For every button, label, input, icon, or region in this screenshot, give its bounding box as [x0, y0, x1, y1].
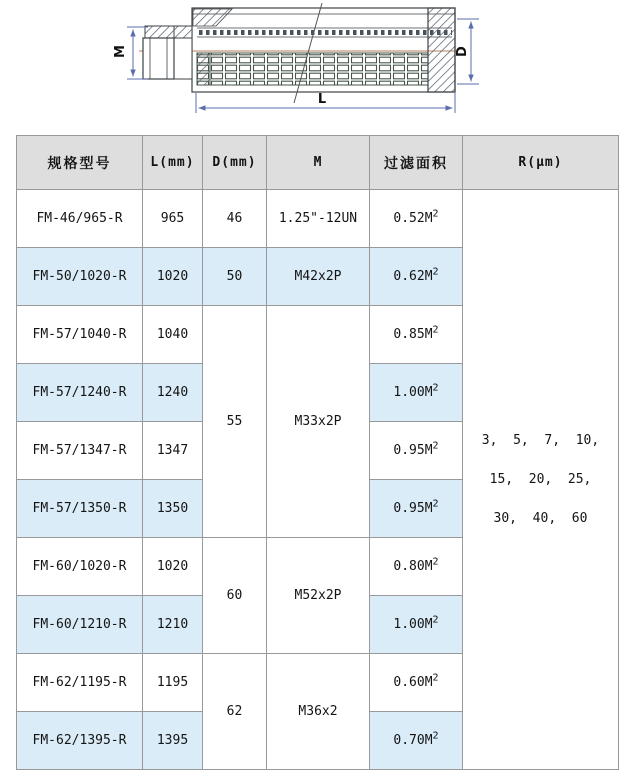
diameter-cell: 46 — [203, 190, 267, 248]
area-cell: $0.80M^2$ — [370, 538, 463, 596]
area-cell: $0.95M^2$ — [370, 480, 463, 538]
length-cell: 1210 — [143, 596, 203, 654]
thread-cell: M33x2P — [267, 306, 370, 538]
length-cell: 1020 — [143, 538, 203, 596]
model-cell: FM-57/1350-R — [17, 480, 143, 538]
thread-cell: M36x2 — [267, 654, 370, 770]
spec-table — [16, 135, 619, 770]
model-cell: FM-57/1347-R — [17, 422, 143, 480]
model-cell: FM-57/1040-R — [17, 306, 143, 364]
dim-l-label: L — [317, 92, 327, 107]
thread-nipple — [143, 26, 192, 79]
diameter-cell: 55 — [203, 306, 267, 538]
col-header-d: D(mm) — [203, 136, 267, 190]
thread-cell: M42x2P — [267, 248, 370, 306]
length-cell: 965 — [143, 190, 203, 248]
diameter-cell: 50 — [203, 248, 267, 306]
model-cell: FM-62/1195-R — [17, 654, 143, 712]
col-header-l: L(mm) — [143, 136, 203, 190]
length-cell: 1395 — [143, 712, 203, 770]
model-cell: FM-60/1020-R — [17, 538, 143, 596]
length-cell: 1240 — [143, 364, 203, 422]
model-cell: FM-50/1020-R — [17, 248, 143, 306]
dim-d-label: D — [455, 46, 470, 57]
filter-mesh — [197, 53, 428, 85]
r-values-line: 30, 40, 60 — [493, 511, 588, 526]
filter-element-diagram — [0, 0, 634, 132]
area-cell: $0.52M^2$ — [370, 190, 463, 248]
dimension-d — [455, 19, 479, 84]
area-cell: $0.62M^2$ — [370, 248, 463, 306]
col-header-area: 过滤面积 — [370, 136, 463, 190]
length-cell: 1350 — [143, 480, 203, 538]
thread-cell: 1.25"-12UN — [267, 190, 370, 248]
r-values-line: 3, 5, 7, 10, — [481, 433, 600, 448]
table-row — [17, 190, 619, 248]
diameter-cell: 60 — [203, 538, 267, 654]
area-cell: $0.70M^2$ — [370, 712, 463, 770]
col-header-model: 规格型号 — [17, 136, 143, 190]
header-row — [17, 136, 619, 190]
length-cell: 1347 — [143, 422, 203, 480]
area-cell: $0.60M^2$ — [370, 654, 463, 712]
area-cell: $0.95M^2$ — [370, 422, 463, 480]
col-header-m: M — [267, 136, 370, 190]
dimension-l — [196, 92, 455, 113]
length-cell: 1195 — [143, 654, 203, 712]
model-cell: FM-46/965-R — [17, 190, 143, 248]
area-cell: $0.85M^2$ — [370, 306, 463, 364]
col-header-r: R(μm) — [463, 136, 619, 190]
dim-m-label: M — [113, 45, 128, 58]
area-cell: $1.00M^2$ — [370, 364, 463, 422]
length-cell: 1020 — [143, 248, 203, 306]
length-cell: 1040 — [143, 306, 203, 364]
model-cell: FM-60/1210-R — [17, 596, 143, 654]
model-cell: FM-62/1395-R — [17, 712, 143, 770]
area-cell: $1.00M^2$ — [370, 596, 463, 654]
r-values-cell — [463, 190, 619, 770]
model-cell: FM-57/1240-R — [17, 364, 143, 422]
end-cap — [428, 8, 455, 92]
thread-cell: M52x2P — [267, 538, 370, 654]
r-values-line: 15, 20, 25, — [489, 472, 592, 487]
diameter-cell: 62 — [203, 654, 267, 770]
